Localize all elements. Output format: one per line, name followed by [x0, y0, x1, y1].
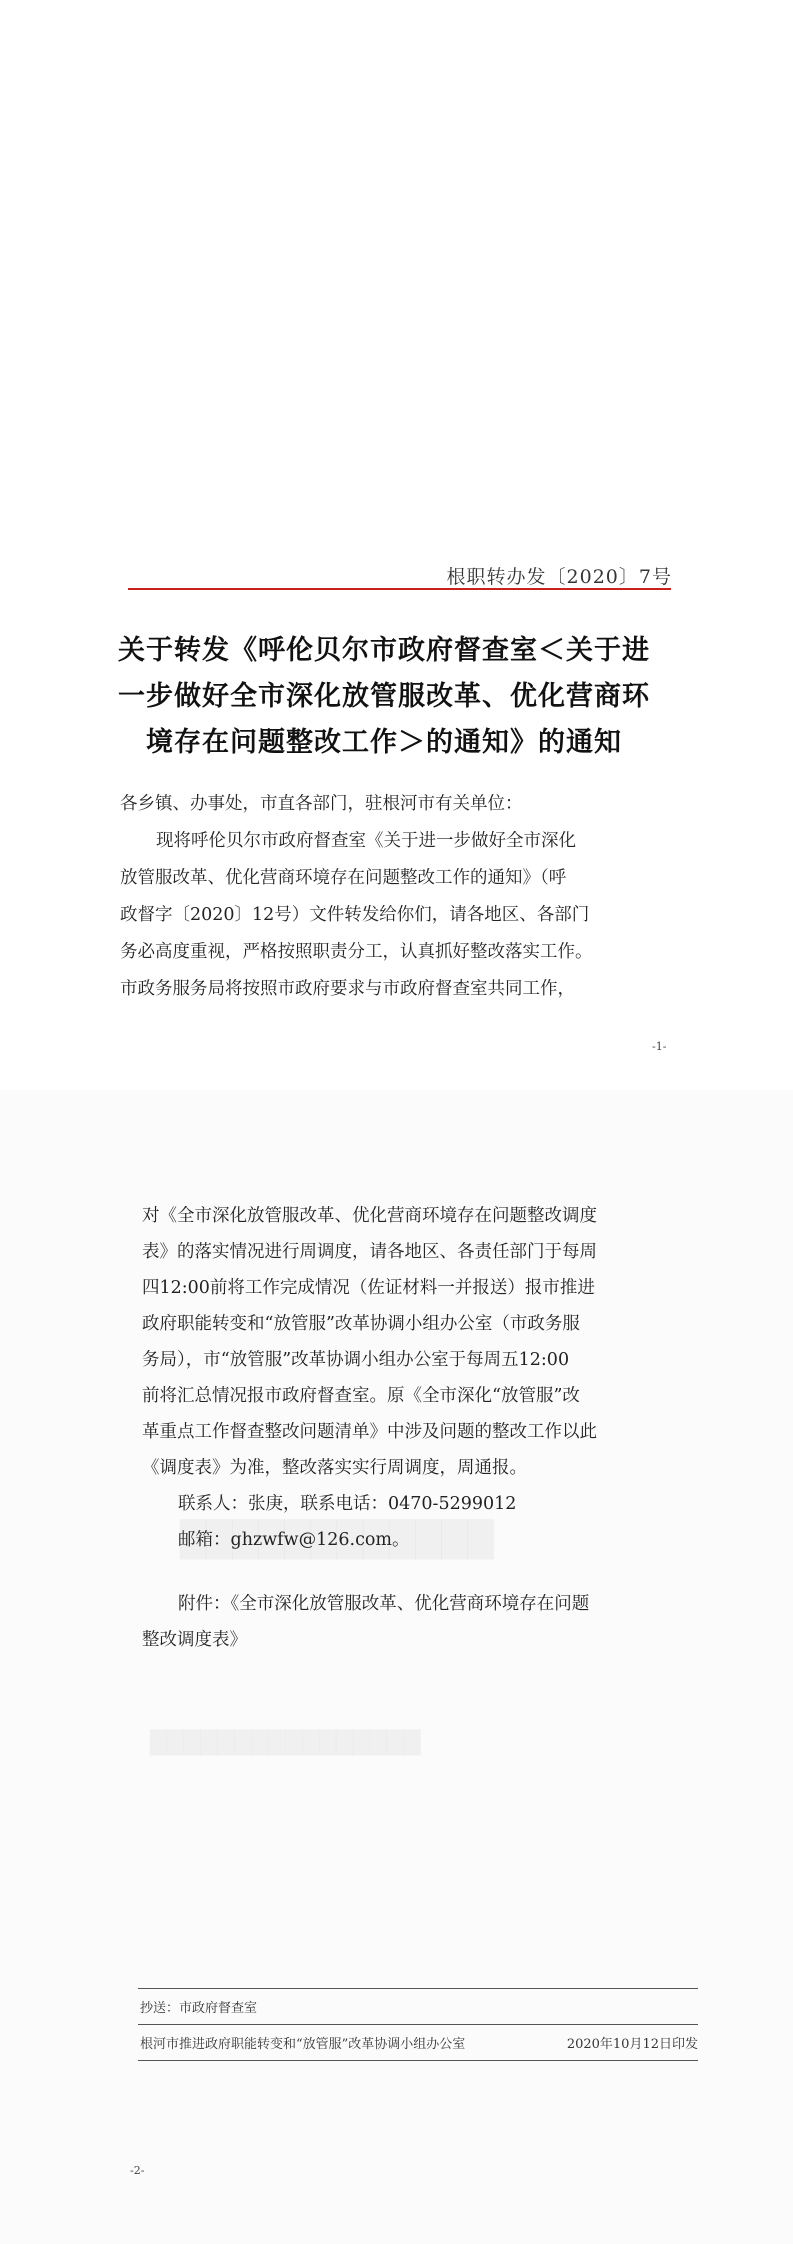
body-line: 政府职能转变和“放管服”改革协调小组办公室（市政务服 — [142, 1314, 580, 1334]
page-number-1: -1- — [652, 1040, 667, 1053]
body-line: 务必高度重视，严格按照职责分工，认真抓好整改落实工作。 — [120, 942, 593, 962]
bleed-through-shadow — [150, 1730, 421, 1756]
title-line-2: 一步做好全市深化放管服改革、优化营商环 — [118, 681, 650, 712]
document-title — [118, 628, 690, 766]
body-line: 革重点工作督查整改问题清单》中涉及问题的整改工作以此 — [142, 1422, 597, 1442]
body-line: 四12:00前将工作完成情况（佐证材料一并报送）报市推进 — [142, 1278, 595, 1298]
body-line: 现将呼伦贝尔市政府督查室《关于进一步做好全市深化 — [156, 831, 576, 851]
body-line: 表》的落实情况进行周调度，请各地区、各责任部门于每周 — [142, 1242, 597, 1262]
body-line: 政督字〔2020〕12号）文件转发给你们，请各地区、各部门 — [120, 905, 590, 925]
page-one — [0, 0, 793, 1090]
page1-body — [120, 786, 680, 1008]
document-number: 根职转办发〔2020〕7号 — [446, 566, 672, 588]
issuer-row — [138, 2025, 698, 2060]
email-line: 邮箱：ghzwfw@126.com。 — [178, 1530, 410, 1550]
body-line: 放管服改革、优化营商环境存在问题整改工作的通知》（呼 — [120, 868, 567, 888]
body-line: 市政务服务局将按照市政府要求与市政府督查室共同工作， — [120, 979, 575, 999]
red-header-rule — [128, 588, 671, 590]
title-line-3: 境存在问题整改工作＞的通知》的通知 — [146, 727, 622, 758]
body-line: 《调度表》为准，整改落实实行周调度，周通报。 — [142, 1458, 527, 1478]
footer-rule — [138, 2060, 698, 2061]
contact-line: 联系人：张庚，联系电话：0470-5299012 — [178, 1494, 517, 1514]
title-line-1: 关于转发《呼伦贝尔市政府督查室＜关于进 — [118, 635, 650, 666]
addressee: 各乡镇、办事处，市直各部门，驻根河市有关单位： — [120, 794, 523, 814]
attachment-line: 附件：《全市深化放管服改革、优化营商环境存在问题 — [178, 1594, 590, 1614]
cc-line: 抄送：市政府督查室 — [140, 2001, 258, 2016]
issuance-footer — [138, 1988, 698, 2061]
body-line: 对《全市深化放管服改革、优化营商环境存在问题整改调度 — [142, 1206, 597, 1226]
body-line: 务局），市“放管服”改革协调小组办公室于每周五12:00 — [142, 1350, 570, 1370]
issuer-name: 根河市推进政府职能转变和“放管服”改革协调小组办公室 — [140, 2037, 466, 2052]
issue-date: 2020年10月12日印发 — [566, 2037, 698, 2052]
attachment-line: 整改调度表》 — [142, 1630, 247, 1650]
page-number-2: -2- — [130, 2164, 145, 2177]
body-line: 前将汇总情况报市政府督查室。原《全市深化“放管服”改 — [142, 1386, 580, 1406]
page2-body — [142, 1198, 702, 1658]
